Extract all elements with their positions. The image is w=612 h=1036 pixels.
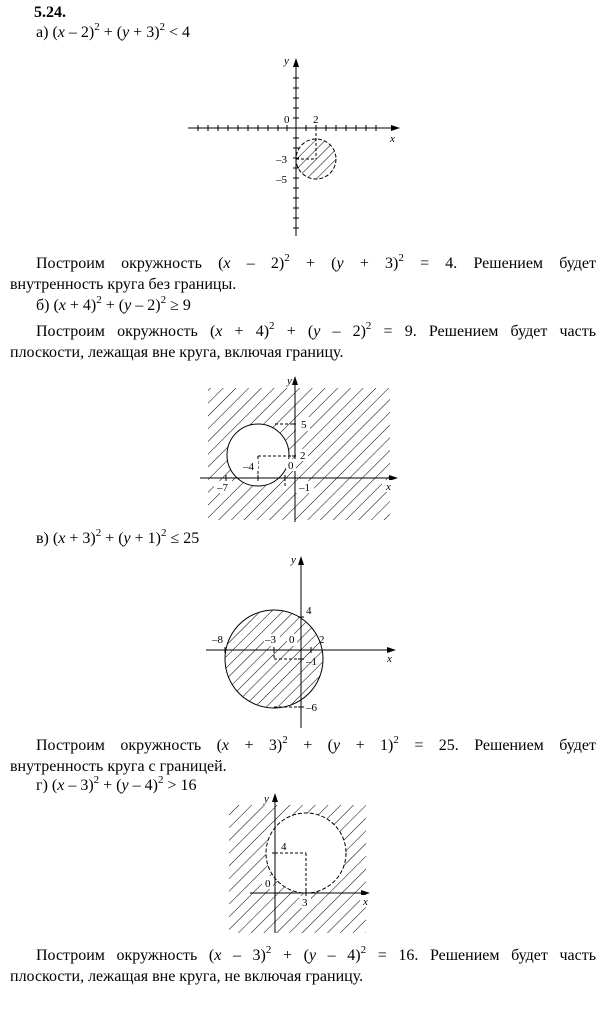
graph-a-x-arrow bbox=[391, 125, 400, 131]
graph-d-y-arrow bbox=[272, 793, 278, 802]
graph-c-origin: 0 bbox=[289, 634, 295, 646]
part-c-solution-line1: Построим окружность $(x + 3)^2 + (y + 1)^2 = 25$. Решением будет bbox=[36, 733, 596, 754]
graph-c-tick-x-3: –3 bbox=[265, 634, 276, 646]
graph-a-origin: 0 bbox=[284, 114, 290, 126]
part-b-solution-line2: плоскости, лежащая вне круга, включая границу. bbox=[10, 344, 344, 361]
graph-b-origin: 0 bbox=[288, 460, 294, 472]
graph-a-tick-y-3: –3 bbox=[276, 154, 287, 166]
graph-a-ticks bbox=[198, 78, 376, 228]
part-b-inequality: б) $(x + 4)^2 + (y - 2)^2 \ge 9$ bbox=[36, 293, 191, 314]
graph-c-y-label: y bbox=[291, 554, 296, 566]
part-d-solution-line2: плоскости, лежащая вне круга, не включая границу. bbox=[10, 968, 364, 985]
part-c-solution-line2: внутренность круга с границей. bbox=[10, 758, 227, 775]
graph-d-x-label: x bbox=[363, 896, 368, 908]
graph-d-origin: 0 bbox=[265, 878, 271, 890]
graph-b-tick-y2: 2 bbox=[300, 450, 306, 462]
part-b-solution-line1: Построим окружность $(x + 4)^2 + (y - 2)^2 = 9$. Решением будет часть bbox=[36, 319, 596, 340]
part-c-label: в) bbox=[36, 530, 49, 547]
graph-d-tick-y4: 4 bbox=[281, 841, 287, 853]
graph-c-x-label: x bbox=[387, 653, 392, 665]
graph-c-tick-y-1: –1 bbox=[306, 656, 317, 668]
part-a-solution-line2: внутренность круга без границы. bbox=[10, 276, 237, 293]
graph-d-y-label: y bbox=[264, 793, 269, 805]
graph-a-x-label: x bbox=[390, 133, 395, 145]
graph-c-tick-y4: 4 bbox=[306, 605, 312, 617]
part-a-label: а) bbox=[36, 24, 49, 41]
part-d-solution-line1: Построим окружность (x – 3)$^2$ + (y – 4)$^2$ = 16. Решением будет часть bbox=[36, 943, 597, 964]
graph-a-y-arrow bbox=[293, 58, 299, 67]
graph-b-y-label: y bbox=[287, 375, 292, 387]
problem-number: 5.24. bbox=[34, 4, 66, 21]
graph-c-tick-x-8: –8 bbox=[212, 634, 223, 646]
graph-b-x-label: x bbox=[386, 481, 391, 493]
graph-b-tick-y-1: –1 bbox=[299, 482, 310, 494]
part-d-label: г) bbox=[36, 777, 48, 794]
graph-b-tick-x-7: –7 bbox=[217, 482, 228, 494]
graph-b-tick-x-4: –4 bbox=[243, 461, 254, 473]
part-a-solution-line1: Построим окружность $(x - 2)^2 + (y + 3)^2 = 4$. Решением будет bbox=[36, 251, 597, 272]
part-b-label: б) bbox=[36, 297, 50, 314]
graph-d-tick-x3: 3 bbox=[302, 897, 308, 909]
part-a-inequality: а) $(x - 2)^2 + (y + 3)^2 < 4$ bbox=[36, 20, 191, 41]
part-d-inequality: г) (x – 3)$^2$ + (y – 4)$^2$ > 16 bbox=[36, 773, 197, 794]
graph-a-y-label: y bbox=[284, 55, 289, 67]
graph-a-tick-x2: 2 bbox=[313, 114, 319, 126]
graph-a-tick-y-5: –5 bbox=[276, 174, 287, 186]
graph-c-tick-y-6: –6 bbox=[306, 702, 317, 714]
graph-b-tick-y5: 5 bbox=[301, 419, 307, 431]
graph-c-tick-x2: 2 bbox=[319, 634, 325, 646]
part-c-inequality: в) $(x + 3)^2 + (y + 1)^2 \le 25$ bbox=[36, 526, 200, 547]
graph-c-y-arrow bbox=[298, 556, 304, 565]
